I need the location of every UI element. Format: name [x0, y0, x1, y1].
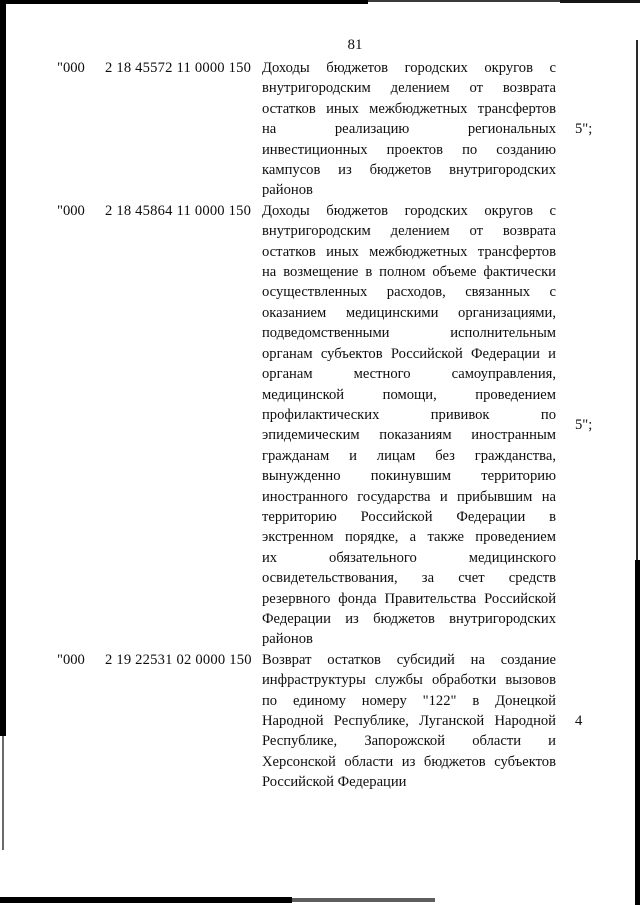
- description-line: резервного фонда Правительства Российской: [262, 590, 556, 607]
- description-line: вынужденно покинувшим территорию: [262, 468, 556, 485]
- description-line: инвестиционных проектов по созданию: [262, 141, 556, 158]
- description-line: внутригородским делением от возврата: [262, 223, 556, 240]
- budget-code: 2 18 45864 11 0000 150: [105, 202, 252, 219]
- description-line: гражданам и лицам без гражданства,: [262, 447, 556, 464]
- code-prefix: "000: [57, 60, 85, 76]
- margin-note-text: 5";: [575, 417, 593, 434]
- description-line: медицинской помощи, проведением: [262, 386, 556, 403]
- description-line: Херсонской области из бюджетов субъектов: [262, 753, 556, 770]
- description-line: районов: [262, 182, 313, 199]
- description-line: эпидемическим показаниям иностранным: [262, 427, 556, 444]
- description-line: инфраструктуры службы обработки вызовов: [262, 672, 556, 689]
- description-line: профилактических прививок по: [262, 406, 556, 423]
- budget-description: [262, 58, 556, 201]
- scan-artifact-bottom-bar-gray: [292, 898, 435, 902]
- description-line: иностранного государства и прибывшим на: [262, 488, 556, 505]
- description-line: их обязательного медицинского: [262, 549, 556, 566]
- description-line: внутригородским делением от возврата: [262, 80, 556, 97]
- scan-artifact-left-bar: [0, 0, 6, 736]
- description-line: оказанием медицинскими организациями,: [262, 304, 556, 321]
- description-line: подведомственными исполнительным: [262, 325, 556, 342]
- description-line: по единому номеру "122" в Донецкой: [262, 692, 556, 709]
- code-prefix: "000: [57, 202, 85, 219]
- description-line: Возврат остатков субсидий на создание: [262, 651, 556, 668]
- margin-note: [556, 201, 605, 650]
- description-line: остатков иных межбюджетных трансфертов: [262, 100, 556, 117]
- description-line: кампусов из бюджетов внутригородских: [262, 162, 556, 179]
- code-prefix: "000: [57, 651, 85, 668]
- scan-artifact-top-bar: [0, 0, 368, 4]
- description-line: Доходы бюджетов городских округов с: [262, 60, 556, 76]
- scan-artifact-left-bar-thin: [2, 736, 4, 850]
- budget-code: 2 19 22531 02 0000 150: [105, 651, 252, 668]
- description-line: на возмещение в полном объеме фактически: [262, 264, 556, 281]
- scan-artifact-right-bar: [635, 560, 640, 905]
- description-line: экстренном порядке, а также проведением: [262, 529, 556, 546]
- scan-artifact-top-bar-right: [560, 0, 640, 3]
- budget-code-table: [57, 58, 605, 793]
- margin-note-text: 4: [575, 713, 583, 729]
- description-line: Российской Федерации: [262, 774, 407, 791]
- description-line: Народной Республике, Луганской Народной: [262, 713, 556, 729]
- margin-note-text: 5";: [575, 121, 593, 138]
- description-line: Республике, Запорожской области и: [262, 733, 556, 750]
- budget-row: [57, 58, 605, 201]
- scan-artifact-bottom-bar: [0, 897, 292, 903]
- description-line: осуществленных расходов, связанных с: [262, 284, 556, 301]
- description-line: Федерации из бюджетов внутригородских: [262, 610, 556, 627]
- description-line: на реализацию региональных: [262, 121, 556, 138]
- budget-code: 2 18 45572 11 0000 150: [105, 60, 252, 76]
- margin-note: [556, 58, 605, 201]
- budget-description: [262, 650, 556, 793]
- description-line: Доходы бюджетов городских округов с: [262, 202, 556, 219]
- margin-note: [556, 650, 605, 793]
- budget-description: [262, 201, 556, 650]
- description-line: остатков иных межбюджетных трансфертов: [262, 243, 556, 260]
- budget-row: [57, 650, 605, 793]
- budget-row: [57, 201, 605, 650]
- page-number: 81: [347, 37, 363, 53]
- description-line: органам местного самоуправления,: [262, 366, 556, 383]
- scan-artifact-top-bar-gray: [368, 0, 560, 2]
- scan-artifact-right-line: [636, 40, 638, 562]
- description-line: территорию Российской Федерации в: [262, 508, 556, 525]
- description-line: районов: [262, 631, 313, 648]
- description-line: освидетельствования, за счет средств: [262, 570, 556, 587]
- description-line: органам субъектов Российской Федерации и: [262, 345, 556, 362]
